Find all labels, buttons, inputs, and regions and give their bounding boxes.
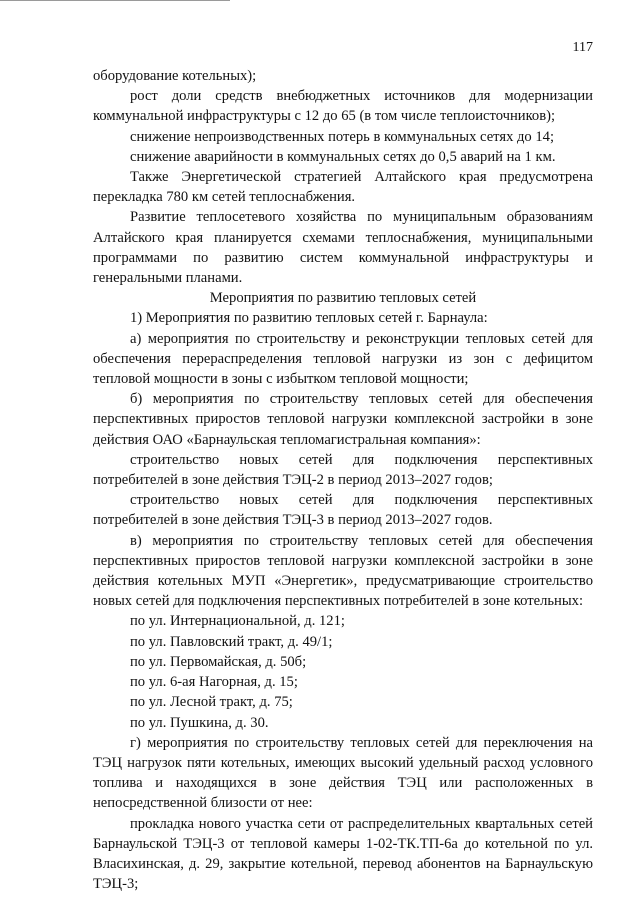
paragraph: а) мероприятия по строительству и реконструкции тепловых сетей для обеспечения перераспределения тепловой нагрузки из зон с дефицитом тепловой мощности в зоны с избытком тепловой мощности; [93, 330, 593, 388]
paragraph: оборудование котельных); [93, 68, 257, 84]
list-item: по ул. Пушкина, д. 30. [130, 714, 269, 731]
document-body [93, 66, 593, 894]
list-item: по ул. 6-ая Нагорная, д. 15; [130, 674, 298, 691]
paragraph: снижение непроизводственных потерь в коммунальных сетях до 14; [130, 128, 555, 145]
list-item: по ул. Первомайская, д. 50б; [130, 653, 307, 670]
list-item: по ул. Интернациональной, д. 121; [130, 613, 345, 630]
paragraph: снижение аварийности в коммунальных сетях до 0,5 аварий на 1 км. [130, 148, 556, 165]
top-edge-line [0, 0, 230, 1]
paragraph: прокладка нового участка сети от распределительных квартальных сетей Барнаульской ТЭЦ-3 от тепловой камеры 1-02-ТК.ТП-6а до котельной по ул. Власихинская, д. 29, закрытие котельной, перевод абонентов на Барнаульскую ТЭЦ-3; [93, 815, 593, 893]
paragraph: Также Энергетической стратегией Алтайского края предусмотрена перекладка 780 км сетей теплоснабжения. [93, 169, 593, 206]
page-number: 117 [572, 40, 593, 55]
paragraph: Развитие теплосетевого хозяйства по муниципальным образованиям Алтайского края планируется схемами теплоснабжения, муниципальными программами по развитию систем коммунальной инфраструктуры и генеральными планами. [93, 209, 593, 287]
paragraph: г) мероприятия по строительству тепловых сетей для переключения на ТЭЦ нагрузок пяти котельных, имеющих высокий удельный расход условного топлива и находящихся в зоне действия ТЭЦ или расположенных в непосредственной близости от нее: [93, 734, 593, 812]
paragraph: 1) Мероприятия по развитию тепловых сетей г. Барнаула: [130, 310, 488, 327]
paragraph: рост доли средств внебюджетных источников для модернизации коммунальной инфраструктуры с 12 до 65 (в том числе теплоисточников); [93, 88, 593, 125]
paragraph: б) мероприятия по строительству тепловых сетей для обеспечения перспективных приростов тепловой нагрузки комплексной застройки в зоне действия ОАО «Барнаульская тепломагистральная компания»: [93, 391, 593, 448]
list-item: по ул. Павловский тракт, д. 49/1; [130, 633, 333, 650]
paragraph: строительство новых сетей для подключения перспективных потребителей в зоне действия ТЭЦ-2 в период 2013–2027 годов; [93, 451, 593, 489]
section-heading: Мероприятия по развитию тепловых сетей [209, 290, 477, 307]
paragraph: в) мероприятия по строительству тепловых сетей для обеспечения перспективных приростов тепловой нагрузки комплексной застройки в зоне действия котельных МУП «Энергетик», предусматривающие строительство новых сетей для подключения перспективных потребителей в зоне котельных: [93, 532, 593, 610]
paragraph: строительство новых сетей для подключения перспективных потребителей в зоне действия ТЭЦ-3 в период 2013–2027 годов. [93, 492, 593, 529]
list-item: по ул. Лесной тракт, д. 75; [130, 694, 293, 711]
